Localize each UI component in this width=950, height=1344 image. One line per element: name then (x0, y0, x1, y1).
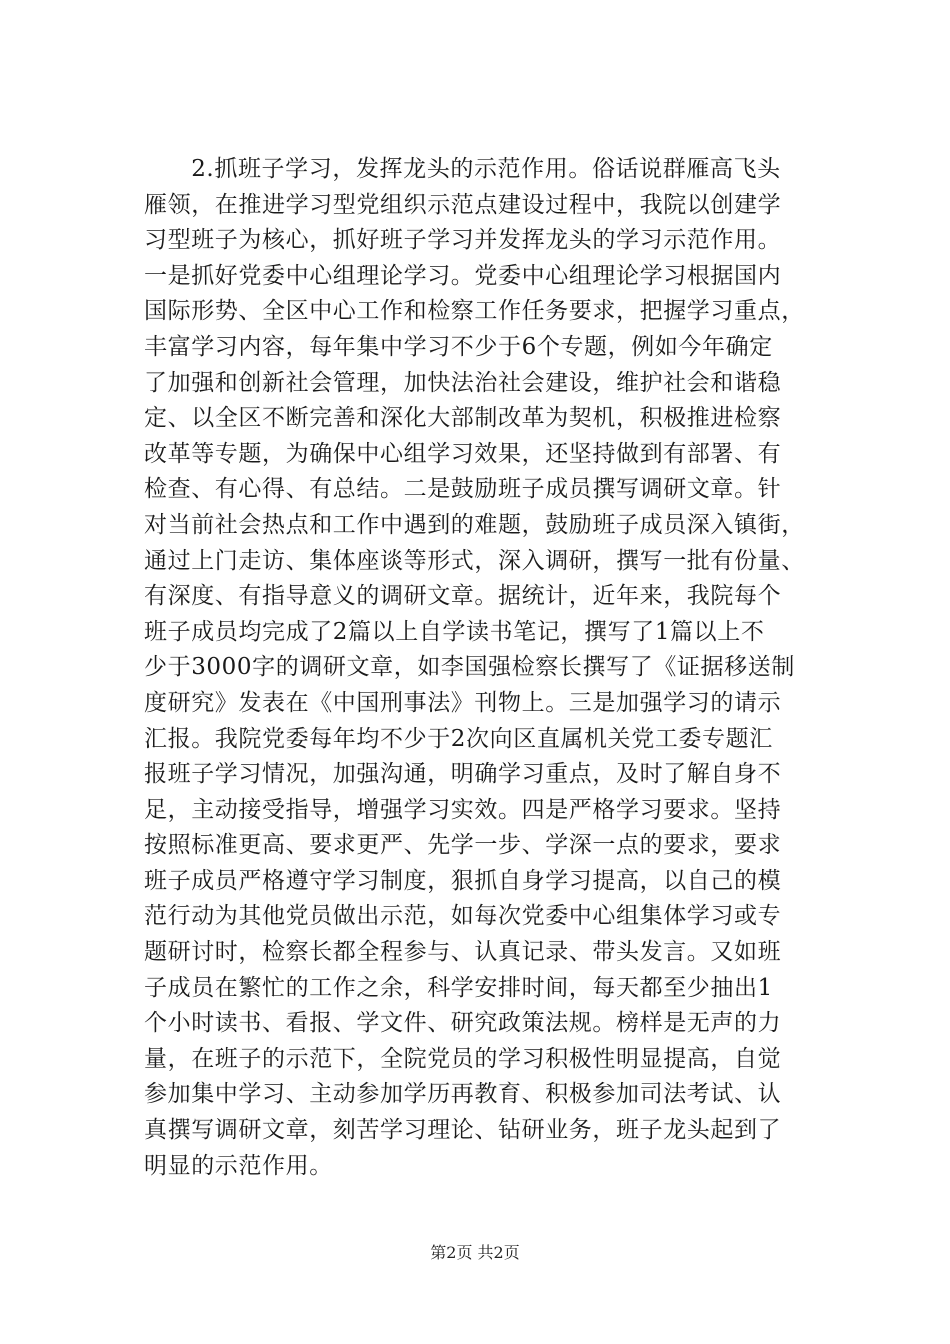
text-line: 范行动为其他党员做出示范，如每次党委中心组集体学习或专 (144, 903, 782, 930)
text-line: 通过上门走访、集体座谈等形式，深入调研，撰写一批有份量、 (144, 547, 805, 574)
text-line: 2.抓班子学习，发挥龙头的示范作用。俗话说群雁高飞头 (144, 156, 781, 182)
text-line: 班子成员均完成了2篇以上自学读书笔记，撰写了1篇以上不 (144, 618, 765, 645)
text-line: 习型班子为核心，抓好班子学习并发挥龙头的学习示范作用。 (144, 227, 782, 254)
text-line: 按照标准更高、要求更严、先学一步、学深一点的要求，要求 (144, 832, 782, 859)
text-line: 量，在班子的示范下，全院党员的学习积极性明显提高，自觉 (144, 1045, 782, 1072)
text-line: 度研究》发表在《中国刑事法》刊物上。三是加强学习的请示 (144, 689, 782, 716)
text-line: 有深度、有指导意义的调研文章。据统计，近年来，我院每个 (144, 583, 782, 610)
text-line: 一是抓好党委中心组理论学习。党委中心组理论学习根据国内 (144, 262, 782, 289)
text-line: 雁领，在推进学习型党组织示范点建设过程中，我院以创建学 (144, 191, 782, 218)
text-line: 明显的示范作用。 (144, 1152, 333, 1179)
text-line: 检查、有心得、有总结。二是鼓励班子成员撰写调研文章。针 (144, 476, 782, 503)
text-line: 班子成员严格遵守学习制度，狠抓自身学习提高，以自己的模 (144, 867, 782, 894)
text-line: 对当前社会热点和工作中遇到的难题，鼓励班子成员深入镇街， (144, 511, 805, 538)
text-line: 足，主动接受指导，增强学习实效。四是严格学习要求。坚持 (144, 796, 782, 823)
text-line: 定、以全区不断完善和深化大部制改革为契机，积极推进检察 (144, 405, 782, 432)
text-line: 子成员在繁忙的工作之余，科学安排时间，每天都至少抽出1 (144, 974, 773, 1001)
page-footer (0, 1242, 950, 1264)
text-line: 真撰写调研文章，刻苦学习理论、钻研业务，班子龙头起到了 (144, 1117, 782, 1144)
text-line: 国际形势、全区中心工作和检察工作任务要求，把握学习重点， (144, 298, 805, 325)
text-line: 个小时读书、看报、学文件、研究政策法规。榜样是无声的力 (144, 1010, 782, 1037)
text-line: 少于3000字的调研文章，如李国强检察长撰写了《证据移送制 (144, 654, 795, 681)
text-line: 了加强和创新社会管理，加快法治社会建设，维护社会和谐稳 (144, 369, 782, 396)
text-line: 改革等专题，为确保中心组学习效果，还坚持做到有部署、有 (144, 440, 782, 467)
text-line: 参加集中学习、主动参加学历再教育、积极参加司法考试、认 (144, 1081, 782, 1108)
text-line: 题研讨时，检察长都全程参与、认真记录、带头发言。又如班 (144, 939, 782, 966)
text-line: 报班子学习情况，加强沟通，明确学习重点，及时了解自身不 (144, 761, 782, 788)
page-number-label: 第2页 共2页 (430, 1243, 520, 1262)
text-line: 汇报。我院党委每年均不少于2次向区直属机关党工委专题汇 (144, 725, 773, 752)
body-paragraph (144, 152, 864, 1184)
text-line: 丰富学习内容，每年集中学习不少于6个专题，例如今年确定 (144, 333, 773, 360)
